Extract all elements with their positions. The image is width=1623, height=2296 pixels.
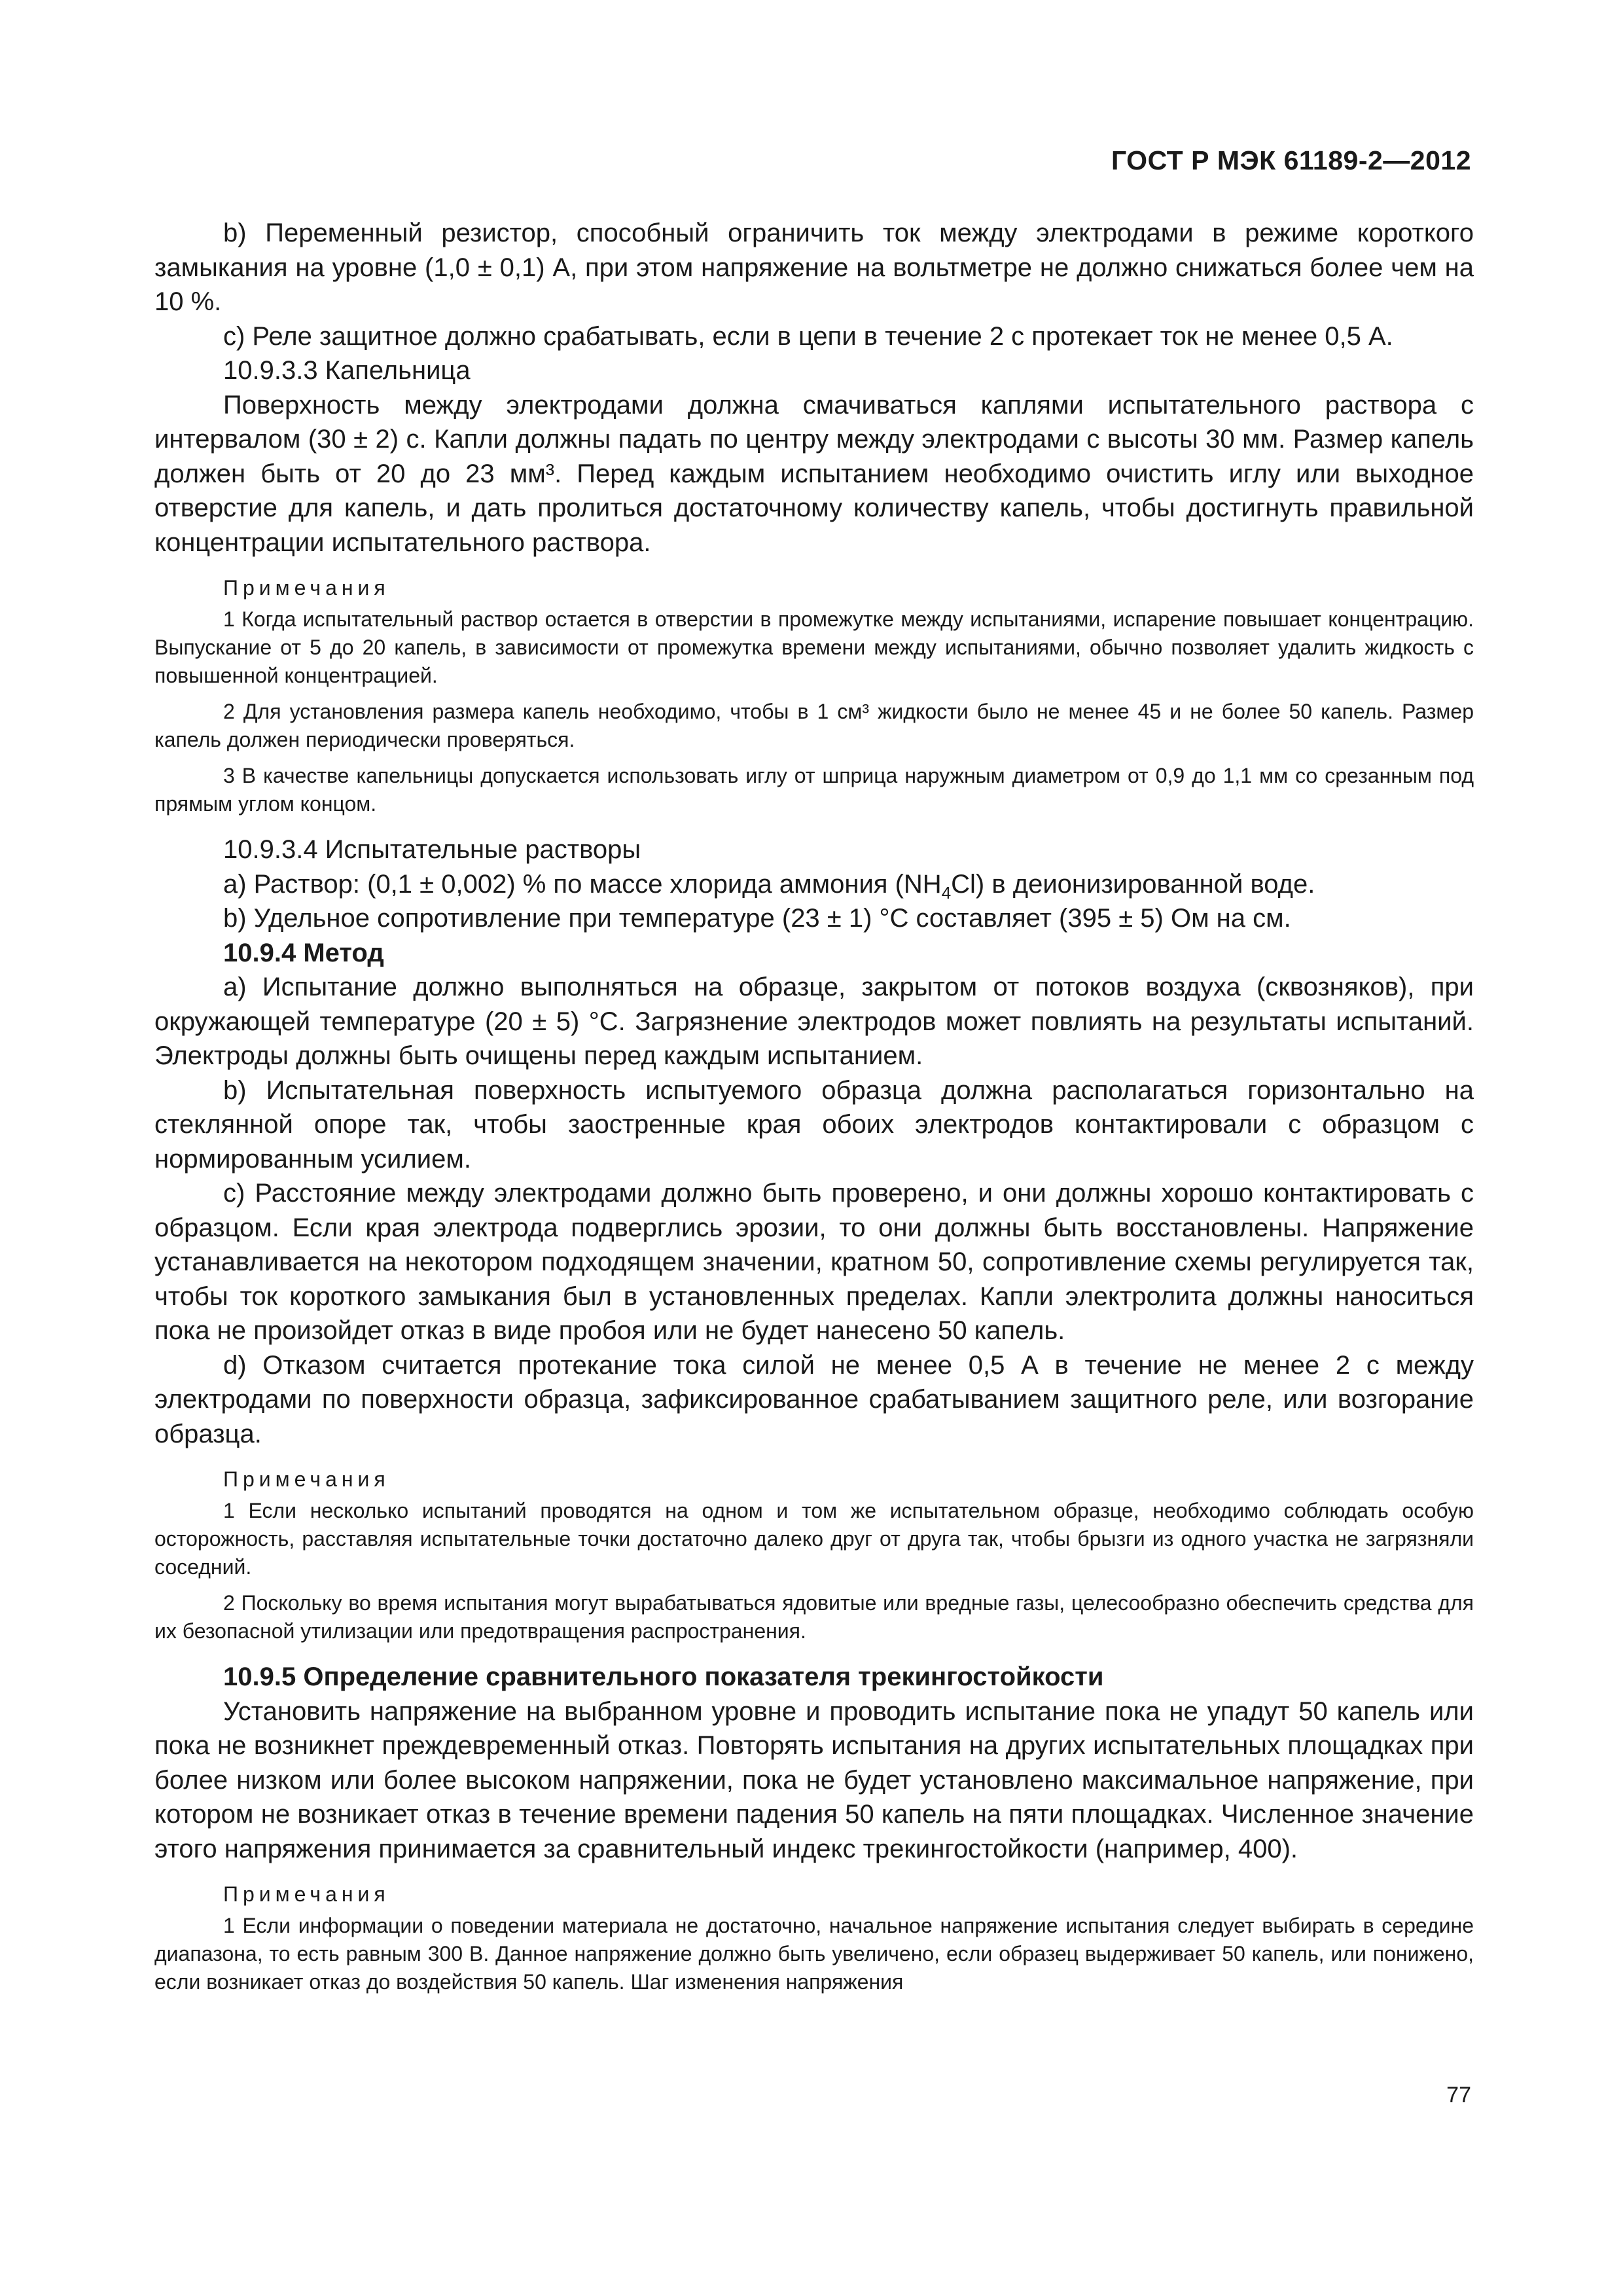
notes-title-2: Примечания: [223, 1467, 390, 1491]
note-2-2: 2 Поскольку во время испытания могут вырабатываться ядовитые или вредные газы, целесообразно обеспечить средства для их безопасной утилизации или предотвращения распространения.: [154, 1591, 1474, 1643]
section-10-9-3-4-heading: 10.9.3.4 Испытательные растворы: [223, 835, 641, 864]
document-code-header: ГОСТ Р МЭК 61189-2—2012: [1111, 145, 1471, 175]
paragraph-method-a: a) Испытание должно выполняться на образце, закрытом от потоков воздуха (сквозняков), при окружающей температуре (20 ± 5) °С. Загрязнение электродов может повлиять на результаты испытаний. Электроды должны быть очищены перед каждым испытанием.: [154, 973, 1474, 1070]
note-2-1: 1 Если несколько испытаний проводятся на одном и том же испытательном образце, необходимо соблюдать особую осторожность, расставляя испытательные точки достаточно далеко друг от друга так, чтобы брызги из одного участка не загрязняли соседний.: [154, 1499, 1474, 1579]
paragraph-a-solution: [154, 867, 1474, 902]
paragraph-c-relay: c) Реле защитное должно срабатывать, если в цепи в течение 2 с протекает ток не менее 0,5 А.: [223, 321, 1393, 351]
paragraph-method-c: c) Расстояние между электродами должно быть проверено, и они должны хорошо контактировать с образцом. Если края электрода подверглись эрозии, то они должны быть восстановлены. Напряжение устанавливается на некотором подходящем значении, кратном 50, сопротивление схемы регулируется так, чтобы ток короткого замыкания был в установленных пределах. Капли электролита должны наноситься пока не произойдет отказ в виде пробоя или не будет нанесено 50 капель.: [154, 1179, 1474, 1345]
note-3-1: 1 Если информации о поведении материала не достаточно, начальное напряжение испытания следует выбирать в середине диапазона, то есть равным 300 В. Данное напряжение должно быть увеличено, если образец выдерживает 50 капель, или понижено, если возникает отказ до воздействия 50 капель. Шаг изменения напряжения: [154, 1914, 1474, 1994]
notes-title-1: Примечания: [223, 576, 390, 600]
solution-subscript: 4: [941, 882, 952, 903]
document-body: [154, 216, 1474, 2004]
section-10-9-3-3-heading: 10.9.3.3 Капельница: [223, 356, 471, 385]
paragraph-b-resistivity: b) Удельное сопротивление при температуре (23 ± 1) °С составляет (395 ± 5) Ом на см.: [223, 904, 1291, 933]
note-1-3: 3 В качестве капельницы допускается использовать иглу от шприца наружным диаметром от 0,9 до 1,1 мм со срезанным под прямым углом концом.: [154, 764, 1474, 816]
paragraph-cti-procedure: Установить напряжение на выбранном уровне и проводить испытание пока не упадут 50 капель или пока не возникнет преждевременный отказ. Повторять испытания на других испытательных площадках при более низком или более высоком напряжении, пока не будет установлено максимальное напряжение, при котором не возникает отказ в течение времени падения 50 капель на пяти площадках. Численное значение этого напряжения принимается за сравнительный индекс трекингостойкости (например, 400).: [154, 1696, 1474, 1863]
note-1-2: 2 Для установления размера капель необходимо, чтобы в 1 см³ жидкости было не менее 45 и не более 50 капель. Размер капель должен периодически проверяться.: [154, 700, 1474, 751]
paragraph-b-resistor: b) Переменный резистор, способный ограничить ток между электродами в режиме короткого замыкания на уровне (1,0 ± 0,1) А, при этом напряжение на вольтметре не должно снижаться более чем на 10 %.: [154, 219, 1474, 316]
solution-text-pre: a) Раствор: (0,1 ± 0,002) % по массе хлорида аммония (NH: [223, 869, 942, 899]
paragraph-method-d: d) Отказом считается протекание тока силой не менее 0,5 А в течение не менее 2 с между электродами по поверхности образца, зафиксированное срабатыванием защитного реле, или возгорание образца.: [154, 1350, 1474, 1448]
paragraph-dropper-surface: Поверхность между электродами должна смачиваться каплями испытательного раствора с интервалом (30 ± 2) с. Капли должны падать по центру между электродами с высоты 30 мм. Размер капель должен быть от 20 до 23 мм³. Перед каждым испытанием необходимо очистить иглу или выходное отверстие для капель, и дать пролиться достаточному количеству капель, чтобы достигнуть правильной концентрации испытательного раствора.: [154, 390, 1474, 557]
section-10-9-4-heading: 10.9.4 Метод: [223, 938, 384, 967]
page-number: 77: [1446, 2083, 1471, 2108]
notes-title-3: Примечания: [223, 1882, 390, 1906]
solution-text-post: Cl) в деионизированной воде.: [951, 869, 1315, 899]
note-1-1: 1 Когда испытательный раствор остается в отверстии в промежутке между испытаниями, испарение повышает концентрацию. Выпускание от 5 до 20 капель, в зависимости от промежутка времени между испытаниями, обычно позволяет удалить жидкость с повышенной концентрацией.: [154, 607, 1474, 687]
paragraph-method-b: b) Испытательная поверхность испытуемого образца должна располагаться горизонтально на стеклянной опоре так, чтобы заостренные края обоих электродов контактировали с образцом с нормированным усилием.: [154, 1075, 1474, 1174]
section-10-9-5-heading: 10.9.5 Определение сравнительного показателя трекингостойкости: [223, 1662, 1104, 1691]
